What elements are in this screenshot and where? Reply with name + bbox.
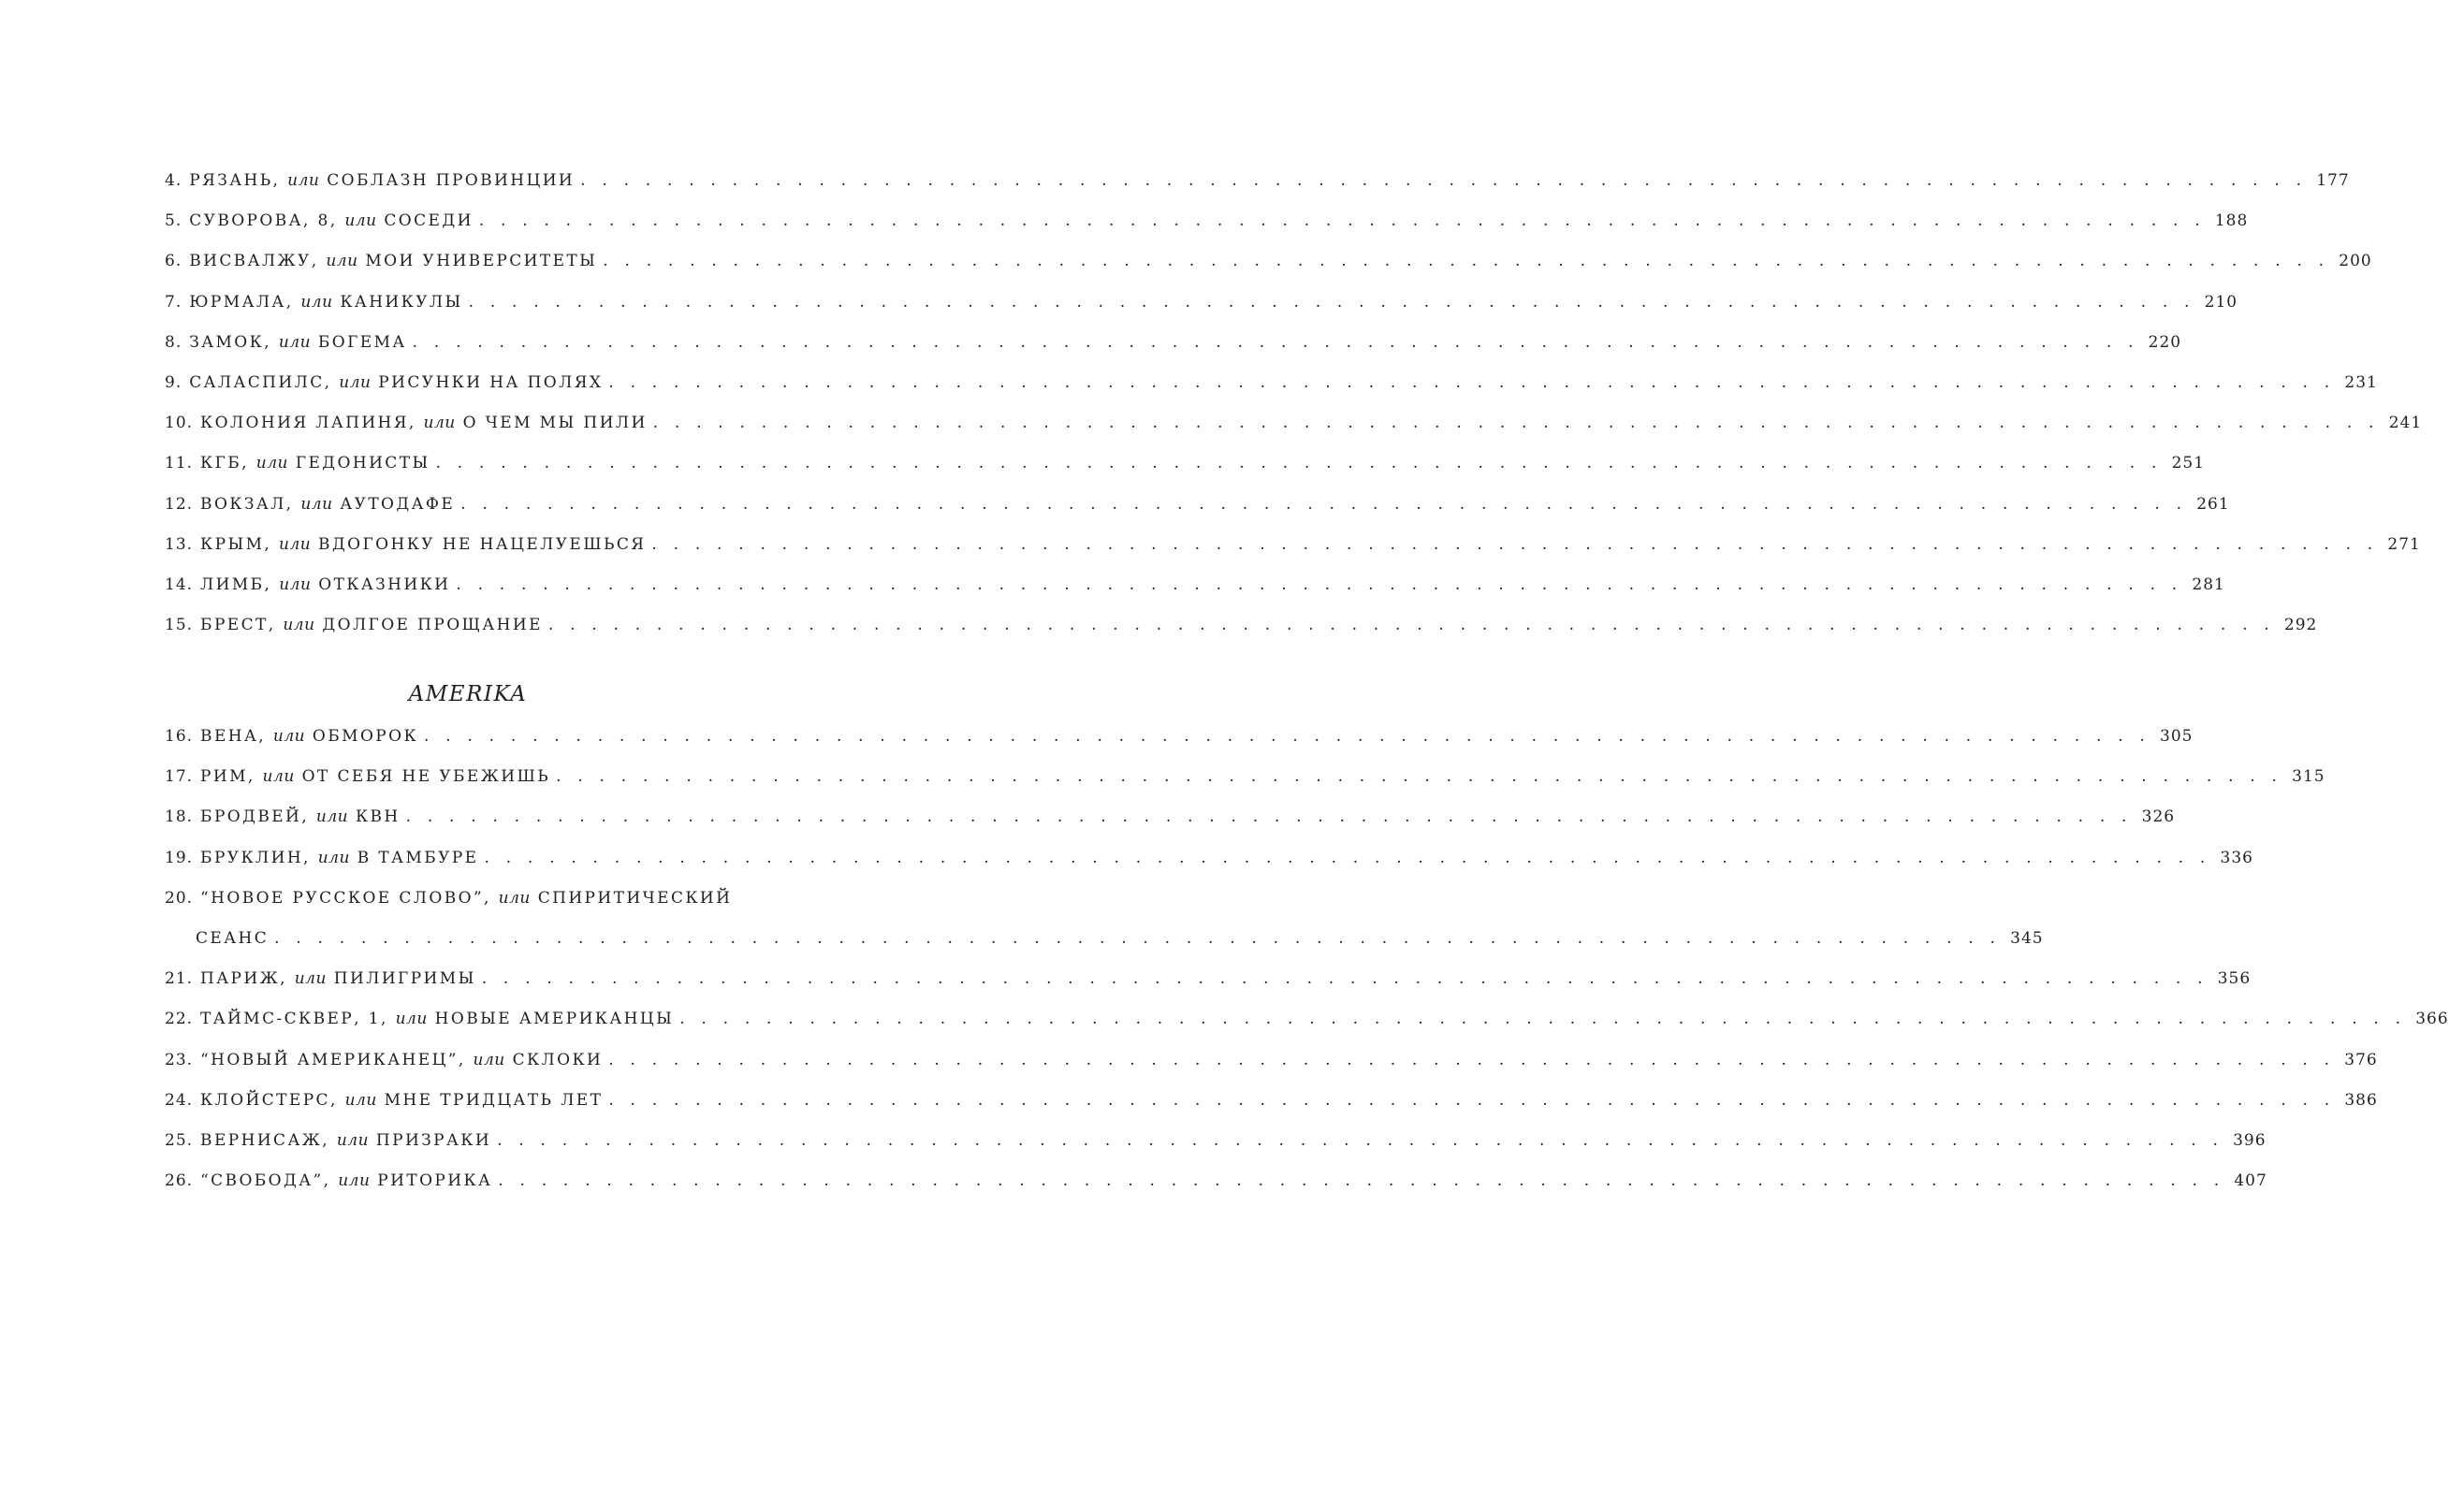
- toc-entry[interactable]: [165, 574, 2225, 616]
- chapter-title: [189, 171, 575, 190]
- chapter-title-sub: ОТКАЗНИКИ: [318, 574, 451, 594]
- page-number: 231: [2344, 372, 2378, 392]
- dot-leader: . . . . . . . . . . . . . . . . . . . . . . . . . . . . . . . . . . . . . . . . . . . . . . . . . . . . . . . . . . . . . . . . . . . . . . . . . . . . . . . .: [580, 171, 2308, 190]
- chapter-title: [189, 252, 597, 270]
- chapter-title-sub: СОСЕДИ: [384, 211, 474, 231]
- chapter-title-main: ПАРИЖ,: [200, 969, 287, 989]
- chapter-title-connector: или: [338, 1171, 371, 1191]
- chapter-title: [200, 727, 418, 746]
- dot-leader: . . . . . . . . . . . . . . . . . . . . . . . . . . . . . . . . . . . . . . . . . . . . . . . . . . . . . . . . . . . . . . . . . . . . . . . . . . . . . . . .: [424, 727, 2151, 746]
- chapter-title-main: ВЕНА,: [200, 727, 267, 746]
- chapter-title-main: ВОКЗАЛ,: [200, 494, 294, 514]
- chapter-title-sub: О ЧЕМ МЫ ПИЛИ: [462, 414, 648, 433]
- chapter-title: [200, 616, 543, 634]
- page-number: 315: [2292, 767, 2325, 787]
- chapter-title: [196, 929, 269, 948]
- chapter-title: [189, 211, 474, 230]
- chapter-title-connector: или: [317, 848, 350, 867]
- page-number: 305: [2160, 727, 2194, 746]
- dot-leader: . . . . . . . . . . . . . . . . . . . . . . . . . . . . . . . . . . . . . . . . . . . . . . . . . . . . . . . . . . . . . . . . . . . . . . . . . . . . . . . .: [608, 1050, 2336, 1069]
- chapter-title: [200, 1091, 603, 1110]
- chapter-number: 15.: [165, 616, 194, 635]
- chapter-title-main: БРЕСТ,: [200, 616, 276, 635]
- page-number: 200: [2339, 252, 2372, 271]
- chapter-title-main: СУВОРОВА, 8,: [189, 211, 338, 231]
- chapter-title-sub: ПРИЗРАКИ: [375, 1130, 492, 1150]
- dot-leader: . . . . . . . . . . . . . . . . . . . . . . . . . . . . . . . . . . . . . . . . . . . . . . . . . . . . . . . . . . . . . . . . . . . . . . . . . . . . . . . .: [652, 414, 2380, 433]
- dot-leader: . . . . . . . . . . . . . . . . . . . . . . . . . . . . . . . . . . . . . . . . . . . . . . . . . . . . . . . . . . . . . . . . . . . . . . . . . . . . . . . .: [460, 494, 2188, 514]
- chapter-title-main: КЛОЙСТЕРС,: [200, 1090, 338, 1110]
- chapter-title-main: БРУКЛИН,: [200, 848, 311, 867]
- chapter-title-sub: ВДОГОНКУ НЕ НАЦЕЛУЕШЬСЯ: [318, 534, 647, 554]
- page-number: 261: [2196, 494, 2230, 514]
- chapter-title-connector: или: [395, 1010, 428, 1029]
- chapter-title-connector: или: [272, 727, 306, 746]
- dot-leader: . . . . . . . . . . . . . . . . . . . . . . . . . . . . . . . . . . . . . . . . . . . . . . . . . . . . . . . . . . . . . . . . . . . . . . . . . . . . . . . .: [608, 1090, 2336, 1110]
- chapter-title-main: РИМ,: [200, 767, 255, 787]
- page-number: 345: [2010, 928, 2044, 948]
- chapter-title-connector: или: [339, 372, 372, 392]
- chapter-title-main: САЛАСПИЛС,: [189, 372, 332, 392]
- dot-leader: . . . . . . . . . . . . . . . . . . . . . . . . . . . . . . . . . . . . . . . . . . . . . . . . . . . . . . . . . . . . . . . . . . . . . . . . . . . . . . . .: [608, 372, 2336, 392]
- chapter-title-sub: МОИ УНИВЕРСИТЕТЫ: [365, 252, 598, 271]
- chapter-title: [200, 535, 646, 554]
- chapter-number: 6.: [165, 252, 182, 271]
- toc-entry[interactable]: [165, 889, 803, 929]
- toc-entry[interactable]: [165, 372, 2378, 414]
- page-number: 326: [2141, 807, 2176, 827]
- chapter-title-connector: или: [300, 494, 333, 514]
- chapter-title-connector: или: [326, 252, 358, 271]
- chapter-title-connector: или: [279, 534, 312, 554]
- page-number: 336: [2220, 848, 2253, 867]
- page-number: 251: [2171, 454, 2206, 473]
- chapter-title-sub: ДОЛГОЕ ПРОЩАНИЕ: [322, 616, 543, 635]
- toc-entry[interactable]: [165, 332, 2182, 373]
- chapter-title-main: КОЛОНИЯ ЛАПИНЯ,: [200, 414, 416, 433]
- dot-leader: . . . . . . . . . . . . . . . . . . . . . . . . . . . . . . . . . . . . . . . . . . . . . . . . . . . . . . . . . . . . . . . . . . . . . . . . . . . . . . . .: [651, 534, 2379, 554]
- chapter-number: 5.: [165, 211, 182, 231]
- chapter-title: [189, 333, 406, 352]
- chapter-title-connector: или: [300, 292, 333, 312]
- chapter-title-connector: или: [344, 211, 377, 231]
- page-number: 396: [2233, 1130, 2267, 1150]
- toc-entry[interactable]: [165, 1130, 2267, 1171]
- toc-entry[interactable]: [165, 767, 2325, 807]
- dot-leader: . . . . . . . . . . . . . . . . . . . . . . . . . . . . . . . . . . . . . . . . . . . . . . . . . . . . . . . . . . . . . . . . . . . . . . . . . . . . . . . .: [274, 928, 2002, 948]
- chapter-title-connector: или: [294, 969, 327, 989]
- chapter-title-sub: ОБМОРОК: [312, 727, 419, 746]
- toc-entry[interactable]: [165, 969, 2252, 1010]
- chapter-number: 23.: [165, 1050, 194, 1069]
- toc-entry[interactable]: [165, 171, 2350, 211]
- chapter-title-main: КРЫМ,: [200, 534, 272, 554]
- chapter-title-sub: ГЕДОНИСТЫ: [295, 454, 430, 473]
- toc-entry[interactable]: [165, 454, 2206, 494]
- chapter-title-sub: СКЛОКИ: [512, 1050, 604, 1069]
- dot-leader: . . . . . . . . . . . . . . . . . . . . . . . . . . . . . . . . . . . . . . . . . . . . . . . . . . . . . . . . . . . . . . . . . . . . . . . . . . . . . . . .: [435, 454, 2163, 473]
- chapter-number: 21.: [165, 969, 194, 989]
- chapter-title: [200, 1051, 603, 1069]
- toc-entry[interactable]: [165, 727, 2194, 767]
- dot-leader: . . . . . . . . . . . . . . . . . . . . . . . . . . . . . . . . . . . . . . . . . . . . . . . . . . . . . . . . . . . . . . . . . . . . . . . . . . . . . . . .: [412, 332, 2139, 352]
- dot-leader: . . . . . . . . . . . . . . . . . . . . . . . . . . . . . . . . . . . . . . . . . . . . . . . . . . . . . . . . . . . . . . . . . . . . . . . . . . . . . . . .: [556, 767, 2283, 787]
- toc-part-1: [165, 171, 2423, 656]
- chapter-title-connector: или: [262, 767, 295, 787]
- page-number: 386: [2344, 1090, 2378, 1110]
- chapter-title-sub: МНЕ ТРИДЦАТЬ ЛЕТ: [384, 1090, 604, 1110]
- chapter-title-connector: или: [423, 414, 456, 433]
- chapter-number: 16.: [165, 727, 194, 746]
- dot-leader: . . . . . . . . . . . . . . . . . . . . . . . . . . . . . . . . . . . . . . . . . . . . . . . . . . . . . . . . . . . . . . . . . . . . . . . . . . . . . . . .: [405, 807, 2133, 827]
- toc-entry[interactable]: [165, 848, 2253, 889]
- chapter-title: [189, 293, 462, 312]
- chapter-title-connector: или: [255, 454, 289, 473]
- chapter-number: 14.: [165, 574, 194, 594]
- dot-leader: . . . . . . . . . . . . . . . . . . . . . . . . . . . . . . . . . . . . . . . . . . . . . . . . . . . . . . . . . . . . . . . . . . . . . . . . . . . . . . . .: [478, 211, 2206, 231]
- chapter-number: 18.: [165, 807, 194, 827]
- chapter-title: [200, 414, 648, 432]
- chapter-title-connector: или: [315, 807, 349, 827]
- chapter-title-main: КГБ,: [200, 454, 249, 473]
- toc-part-2: [165, 727, 2449, 1212]
- chapter-title-connector: или: [279, 574, 312, 594]
- chapter-title-main: ТАЙМС-СКВЕР, 1,: [200, 1010, 388, 1029]
- dot-leader: . . . . . . . . . . . . . . . . . . . . . . . . . . . . . . . . . . . . . . . . . . . . . . . . . . . . . . . . . . . . . . . . . . . . . . . . . . . . . . . .: [679, 1010, 2407, 1029]
- chapter-title-sub: ПИЛИГРИМЫ: [333, 969, 476, 989]
- chapter-number: 12.: [165, 494, 194, 514]
- chapter-title: [200, 454, 430, 472]
- toc-entry[interactable]: [165, 1090, 2378, 1131]
- chapter-title-main: ЗАМОК,: [189, 332, 272, 352]
- toc-entry[interactable]: [165, 928, 2044, 969]
- chapter-number: 17.: [165, 767, 194, 787]
- chapter-number: 26.: [165, 1171, 194, 1191]
- dot-leader: . . . . . . . . . . . . . . . . . . . . . . . . . . . . . . . . . . . . . . . . . . . . . . . . . . . . . . . . . . . . . . . . . . . . . . . . . . . . . . . .: [497, 1130, 2224, 1150]
- dot-leader: . . . . . . . . . . . . . . . . . . . . . . . . . . . . . . . . . . . . . . . . . . . . . . . . . . . . . . . . . . . . . . . . . . . . . . . . . . . . . . . .: [481, 969, 2208, 989]
- chapter-title-sub: В ТАМБУРЕ: [357, 848, 479, 867]
- chapter-title-main: “СВОБОДА”,: [200, 1171, 331, 1191]
- chapter-number: 13.: [165, 534, 194, 554]
- dot-leader: . . . . . . . . . . . . . . . . . . . . . . . . . . . . . . . . . . . . . . . . . . . . . . . . . . . . . . . . . . . . . . . . . . . . . . . . . . . . . . . .: [456, 574, 2183, 594]
- chapter-title: [200, 1171, 492, 1190]
- chapter-title-sub: РИСУНКИ НА ПОЛЯХ: [378, 372, 604, 392]
- chapter-title-main: СЕАНС: [196, 928, 270, 948]
- chapter-title-sub: КВН: [355, 807, 401, 827]
- chapter-title: [200, 849, 478, 867]
- toc-entry[interactable]: [165, 292, 2238, 333]
- chapter-title: [200, 1131, 491, 1150]
- page-number: 210: [2204, 292, 2238, 312]
- page-number: 220: [2148, 332, 2182, 352]
- chapter-title-sub: ОТ СЕБЯ НЕ УБЕЖИШЬ: [301, 767, 551, 787]
- toc-entry[interactable]: [165, 494, 2230, 535]
- chapter-title-main: ЛИМБ,: [200, 574, 272, 594]
- dot-leader: . . . . . . . . . . . . . . . . . . . . . . . . . . . . . . . . . . . . . . . . . . . . . . . . . . . . . . . . . . . . . . . . . . . . . . . . . . . . . . . .: [468, 292, 2195, 312]
- chapter-number: 25.: [165, 1130, 194, 1150]
- chapter-title-main: ВИСВАЛЖУ,: [189, 252, 319, 271]
- chapter-title: [200, 575, 450, 594]
- page-number: 366: [2415, 1010, 2449, 1029]
- chapter-title-connector: или: [287, 171, 320, 190]
- toc-entry[interactable]: [165, 1171, 2267, 1212]
- toc-entry[interactable]: [165, 616, 2318, 656]
- chapter-title: [189, 373, 603, 392]
- dot-leader: . . . . . . . . . . . . . . . . . . . . . . . . . . . . . . . . . . . . . . . . . . . . . . . . . . . . . . . . . . . . . . . . . . . . . . . . . . . . . . . .: [484, 848, 2211, 867]
- chapter-title-connector: или: [344, 1090, 377, 1110]
- toc-entry[interactable]: [165, 414, 2423, 454]
- toc-entry[interactable]: [165, 1050, 2378, 1091]
- chapter-title: [200, 495, 455, 514]
- toc-entry[interactable]: [165, 252, 2372, 292]
- chapter-title-main: ЮРМАЛА,: [189, 292, 294, 312]
- chapter-title-connector: или: [498, 888, 531, 908]
- chapter-number: 7.: [165, 292, 182, 312]
- dot-leader: . . . . . . . . . . . . . . . . . . . . . . . . . . . . . . . . . . . . . . . . . . . . . . . . . . . . . . . . . . . . . . . . . . . . . . . . . . . . . . . .: [547, 616, 2275, 635]
- dot-leader: . . . . . . . . . . . . . . . . . . . . . . . . . . . . . . . . . . . . . . . . . . . . . . . . . . . . . . . . . . . . . . . . . . . . . . . . . . . . . . . .: [603, 252, 2330, 271]
- chapter-number: 24.: [165, 1090, 194, 1110]
- chapter-number: 10.: [165, 414, 194, 433]
- page-number: 188: [2214, 211, 2249, 231]
- chapter-title-connector: или: [473, 1050, 505, 1069]
- chapter-title-connector: или: [336, 1130, 370, 1150]
- chapter-title-main: БРОДВЕЙ,: [200, 807, 310, 827]
- chapter-number: 4.: [165, 171, 182, 190]
- page-number: 177: [2316, 171, 2350, 190]
- chapter-number: 19.: [165, 848, 194, 867]
- page-number: 241: [2388, 414, 2423, 433]
- toc-entry[interactable]: [165, 1010, 2449, 1050]
- chapter-title-sub: СПИРИТИЧЕСКИЙ: [537, 888, 733, 908]
- chapter-title-sub: БОГЕМА: [317, 332, 407, 352]
- chapter-number: 20.: [165, 888, 194, 908]
- page-number: 376: [2344, 1050, 2378, 1069]
- chapter-title: [200, 807, 401, 826]
- chapter-title-connector: или: [278, 332, 312, 352]
- section-heading: AMERIKA: [408, 682, 528, 706]
- toc-entry[interactable]: [165, 211, 2249, 252]
- page-number: 356: [2217, 969, 2252, 989]
- page-number: 407: [2234, 1171, 2267, 1191]
- page-number: 292: [2283, 616, 2318, 635]
- chapter-number: 22.: [165, 1010, 194, 1029]
- chapter-title-main: “НОВЫЙ АМЕРИКАНЕЦ”,: [200, 1050, 466, 1069]
- chapter-title-sub: АУТОДАФЕ: [340, 494, 456, 514]
- chapter-title-main: РЯЗАНЬ,: [189, 171, 281, 190]
- chapter-title-sub: РИТОРИКА: [377, 1171, 493, 1191]
- chapter-title: [200, 969, 476, 988]
- chapter-number: 11.: [165, 454, 194, 473]
- chapter-title: [200, 889, 732, 908]
- chapter-title-sub: КАНИКУЛЫ: [340, 292, 463, 312]
- chapter-number: 9.: [165, 372, 182, 392]
- toc-entry[interactable]: [165, 807, 2176, 848]
- toc-entry[interactable]: [165, 534, 2421, 575]
- dot-leader: . . . . . . . . . . . . . . . . . . . . . . . . . . . . . . . . . . . . . . . . . . . . . . . . . . . . . . . . . . . . . . . . . . . . . . . . . . . . . . . .: [498, 1171, 2225, 1191]
- page-number: 281: [2192, 574, 2225, 594]
- chapter-number: 8.: [165, 332, 182, 352]
- chapter-title: [200, 1010, 674, 1028]
- chapter-title-sub: НОВЫЕ АМЕРИКАНЦЫ: [434, 1010, 675, 1029]
- chapter-title-main: ВЕРНИСАЖ,: [200, 1130, 330, 1150]
- page-number: 271: [2387, 534, 2421, 554]
- chapter-title-connector: или: [283, 616, 315, 635]
- chapter-title-sub: СОБЛАЗН ПРОВИНЦИИ: [327, 171, 576, 190]
- chapter-title-main: “НОВОЕ РУССКОЕ СЛОВО”,: [200, 888, 491, 908]
- chapter-title: [200, 767, 550, 786]
